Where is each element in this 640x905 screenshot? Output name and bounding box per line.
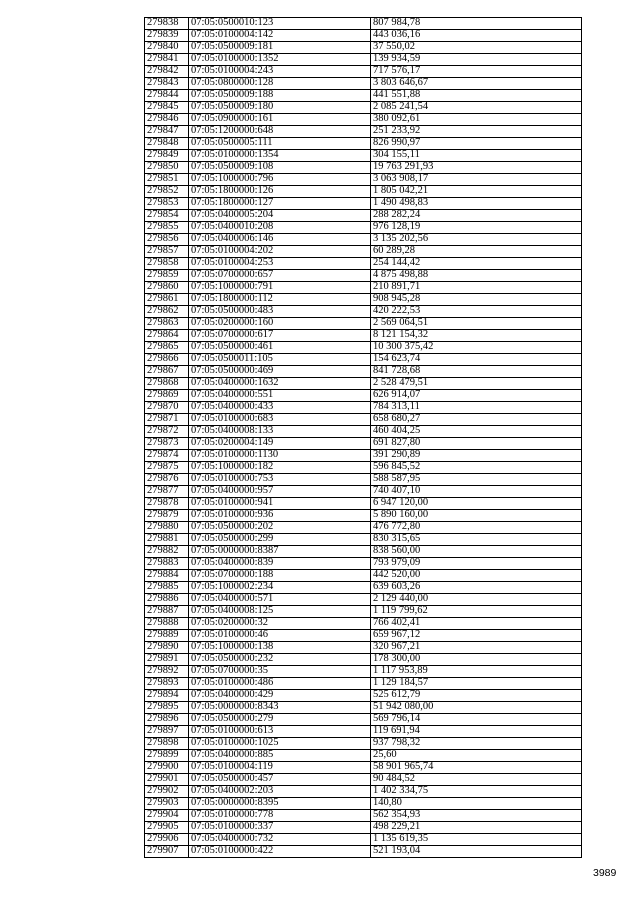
cadastral-value-cell: 58 901 965,74 bbox=[371, 762, 582, 774]
cadastral-value-table bbox=[144, 17, 582, 858]
table-row bbox=[145, 750, 582, 762]
table-row bbox=[145, 522, 582, 534]
cadastral-number-cell: 07:05:0500005:111 bbox=[189, 138, 371, 150]
table-row bbox=[145, 30, 582, 42]
row-number-cell: 279888 bbox=[145, 618, 189, 630]
table-row bbox=[145, 774, 582, 786]
table-row bbox=[145, 102, 582, 114]
table-row bbox=[145, 378, 582, 390]
cadastral-number-cell: 07:05:0100000:936 bbox=[189, 510, 371, 522]
cadastral-number-cell: 07:05:1800000:126 bbox=[189, 186, 371, 198]
row-number-cell: 279863 bbox=[145, 318, 189, 330]
cadastral-number-cell: 07:05:0400010:208 bbox=[189, 222, 371, 234]
cadastral-value-cell: 1 117 953,89 bbox=[371, 666, 582, 678]
cadastral-number-cell: 07:05:0400000:551 bbox=[189, 390, 371, 402]
row-number-cell: 279849 bbox=[145, 150, 189, 162]
cadastral-value-cell: 1 805 042,21 bbox=[371, 186, 582, 198]
row-number-cell: 279887 bbox=[145, 606, 189, 618]
table-row bbox=[145, 186, 582, 198]
cadastral-number-cell: 07:05:0400008:125 bbox=[189, 606, 371, 618]
table-row bbox=[145, 738, 582, 750]
row-number-cell: 279892 bbox=[145, 666, 189, 678]
cadastral-value-cell: 140,80 bbox=[371, 798, 582, 810]
table-body bbox=[145, 18, 582, 858]
table-row bbox=[145, 294, 582, 306]
cadastral-number-cell: 07:05:0000000:8387 bbox=[189, 546, 371, 558]
table-row bbox=[145, 282, 582, 294]
table-row bbox=[145, 210, 582, 222]
cadastral-number-cell: 07:05:0100000:1130 bbox=[189, 450, 371, 462]
cadastral-number-cell: 07:05:0400000:839 bbox=[189, 558, 371, 570]
row-number-cell: 279886 bbox=[145, 594, 189, 606]
cadastral-value-cell: 380 092,61 bbox=[371, 114, 582, 126]
cadastral-number-cell: 07:05:0400006:146 bbox=[189, 234, 371, 246]
table-row bbox=[145, 354, 582, 366]
cadastral-number-cell: 07:05:0500009:180 bbox=[189, 102, 371, 114]
cadastral-number-cell: 07:05:0700000:657 bbox=[189, 270, 371, 282]
row-number-cell: 279860 bbox=[145, 282, 189, 294]
cadastral-value-cell: 3 803 646,67 bbox=[371, 78, 582, 90]
cadastral-number-cell: 07:05:1800000:112 bbox=[189, 294, 371, 306]
cadastral-number-cell: 07:05:0400000:433 bbox=[189, 402, 371, 414]
row-number-cell: 279881 bbox=[145, 534, 189, 546]
table-row bbox=[145, 462, 582, 474]
cadastral-value-cell: 2 528 479,51 bbox=[371, 378, 582, 390]
row-number-cell: 279902 bbox=[145, 786, 189, 798]
cadastral-value-cell: 139 934,59 bbox=[371, 54, 582, 66]
table-row bbox=[145, 666, 582, 678]
table-row bbox=[145, 714, 582, 726]
table-row bbox=[145, 450, 582, 462]
row-number-cell: 279864 bbox=[145, 330, 189, 342]
cadastral-number-cell: 07:05:0500000:202 bbox=[189, 522, 371, 534]
row-number-cell: 279858 bbox=[145, 258, 189, 270]
table-row bbox=[145, 54, 582, 66]
row-number-cell: 279869 bbox=[145, 390, 189, 402]
table-row bbox=[145, 438, 582, 450]
table-row bbox=[145, 594, 582, 606]
cadastral-number-cell: 07:05:0400000:571 bbox=[189, 594, 371, 606]
row-number-cell: 279870 bbox=[145, 402, 189, 414]
row-number-cell: 279852 bbox=[145, 186, 189, 198]
cadastral-value-cell: 2 569 064,51 bbox=[371, 318, 582, 330]
cadastral-value-cell: 691 827,80 bbox=[371, 438, 582, 450]
cadastral-value-cell: 525 612,79 bbox=[371, 690, 582, 702]
row-number-cell: 279891 bbox=[145, 654, 189, 666]
cadastral-value-cell: 830 315,65 bbox=[371, 534, 582, 546]
cadastral-number-cell: 07:05:0400008:133 bbox=[189, 426, 371, 438]
table-row bbox=[145, 270, 582, 282]
cadastral-number-cell: 07:05:0500000:483 bbox=[189, 306, 371, 318]
cadastral-number-cell: 07:05:0400000:885 bbox=[189, 750, 371, 762]
row-number-cell: 279874 bbox=[145, 450, 189, 462]
table-row bbox=[145, 546, 582, 558]
cadastral-value-cell: 498 229,21 bbox=[371, 822, 582, 834]
cadastral-value-cell: 766 402,41 bbox=[371, 618, 582, 630]
table-row bbox=[145, 114, 582, 126]
row-number-cell: 279862 bbox=[145, 306, 189, 318]
table-row bbox=[145, 834, 582, 846]
table-row bbox=[145, 258, 582, 270]
cadastral-number-cell: 07:05:0100000:1354 bbox=[189, 150, 371, 162]
row-number-cell: 279877 bbox=[145, 486, 189, 498]
cadastral-number-cell: 07:05:0500009:188 bbox=[189, 90, 371, 102]
table-row bbox=[145, 414, 582, 426]
table-row bbox=[145, 510, 582, 522]
row-number-cell: 279905 bbox=[145, 822, 189, 834]
cadastral-value-cell: 288 282,24 bbox=[371, 210, 582, 222]
table-row bbox=[145, 846, 582, 858]
row-number-cell: 279882 bbox=[145, 546, 189, 558]
cadastral-number-cell: 07:05:0700000:188 bbox=[189, 570, 371, 582]
cadastral-number-cell: 07:05:0500000:457 bbox=[189, 774, 371, 786]
row-number-cell: 279894 bbox=[145, 690, 189, 702]
row-number-cell: 279879 bbox=[145, 510, 189, 522]
row-number-cell: 279899 bbox=[145, 750, 189, 762]
row-number-cell: 279898 bbox=[145, 738, 189, 750]
table-row bbox=[145, 330, 582, 342]
row-number-cell: 279884 bbox=[145, 570, 189, 582]
cadastral-value-cell: 443 036,16 bbox=[371, 30, 582, 42]
cadastral-value-cell: 717 576,17 bbox=[371, 66, 582, 78]
table-row bbox=[145, 126, 582, 138]
row-number-cell: 279893 bbox=[145, 678, 189, 690]
row-number-cell: 279878 bbox=[145, 498, 189, 510]
table-row bbox=[145, 138, 582, 150]
table-row bbox=[145, 582, 582, 594]
cadastral-number-cell: 07:05:0200004:149 bbox=[189, 438, 371, 450]
cadastral-value-cell: 588 587,95 bbox=[371, 474, 582, 486]
cadastral-value-cell: 51 942 080,00 bbox=[371, 702, 582, 714]
table-row bbox=[145, 726, 582, 738]
table-row bbox=[145, 810, 582, 822]
row-number-cell: 279875 bbox=[145, 462, 189, 474]
row-number-cell: 279839 bbox=[145, 30, 189, 42]
row-number-cell: 279848 bbox=[145, 138, 189, 150]
row-number-cell: 279901 bbox=[145, 774, 189, 786]
table-row bbox=[145, 678, 582, 690]
row-number-cell: 279847 bbox=[145, 126, 189, 138]
table-row bbox=[145, 486, 582, 498]
table-row bbox=[145, 798, 582, 810]
cadastral-value-cell: 25,60 bbox=[371, 750, 582, 762]
row-number-cell: 279896 bbox=[145, 714, 189, 726]
cadastral-value-cell: 2 129 440,00 bbox=[371, 594, 582, 606]
table-row bbox=[145, 318, 582, 330]
cadastral-value-cell: 119 691,94 bbox=[371, 726, 582, 738]
table-row bbox=[145, 78, 582, 90]
table-row bbox=[145, 426, 582, 438]
table-row bbox=[145, 198, 582, 210]
cadastral-value-cell: 1 402 334,75 bbox=[371, 786, 582, 798]
cadastral-number-cell: 07:05:0000000:8343 bbox=[189, 702, 371, 714]
row-number-cell: 279856 bbox=[145, 234, 189, 246]
cadastral-number-cell: 07:05:1200000:648 bbox=[189, 126, 371, 138]
row-number-cell: 279843 bbox=[145, 78, 189, 90]
table-row bbox=[145, 222, 582, 234]
cadastral-number-cell: 07:05:0100004:202 bbox=[189, 246, 371, 258]
cadastral-value-cell: 784 313,11 bbox=[371, 402, 582, 414]
table-row bbox=[145, 654, 582, 666]
cadastral-number-cell: 07:05:0500000:461 bbox=[189, 342, 371, 354]
cadastral-number-cell: 07:05:0100000:1352 bbox=[189, 54, 371, 66]
row-number-cell: 279853 bbox=[145, 198, 189, 210]
table-row bbox=[145, 606, 582, 618]
cadastral-value-cell: 420 222,53 bbox=[371, 306, 582, 318]
cadastral-value-cell: 659 967,12 bbox=[371, 630, 582, 642]
cadastral-value-cell: 841 728,68 bbox=[371, 366, 582, 378]
row-number-cell: 279885 bbox=[145, 582, 189, 594]
table-row bbox=[145, 630, 582, 642]
cadastral-number-cell: 07:05:0500000:299 bbox=[189, 534, 371, 546]
table-row bbox=[145, 762, 582, 774]
cadastral-number-cell: 07:05:0500011:105 bbox=[189, 354, 371, 366]
cadastral-value-cell: 521 193,04 bbox=[371, 846, 582, 858]
cadastral-number-cell: 07:05:0100000:422 bbox=[189, 846, 371, 858]
cadastral-value-cell: 442 520,00 bbox=[371, 570, 582, 582]
table-row bbox=[145, 150, 582, 162]
cadastral-number-cell: 07:05:0400000:1632 bbox=[189, 378, 371, 390]
row-number-cell: 279865 bbox=[145, 342, 189, 354]
row-number-cell: 279851 bbox=[145, 174, 189, 186]
cadastral-number-cell: 07:05:0900000:161 bbox=[189, 114, 371, 126]
row-number-cell: 279855 bbox=[145, 222, 189, 234]
table-row bbox=[145, 570, 582, 582]
table-row bbox=[145, 162, 582, 174]
cadastral-value-cell: 391 290,89 bbox=[371, 450, 582, 462]
cadastral-value-cell: 908 945,28 bbox=[371, 294, 582, 306]
row-number-cell: 279842 bbox=[145, 66, 189, 78]
cadastral-number-cell: 07:05:0100000:486 bbox=[189, 678, 371, 690]
cadastral-number-cell: 07:05:0100000:46 bbox=[189, 630, 371, 642]
cadastral-number-cell: 07:05:0500010:123 bbox=[189, 18, 371, 30]
page-number: 3989 bbox=[593, 867, 617, 879]
row-number-cell: 279857 bbox=[145, 246, 189, 258]
table-row bbox=[145, 66, 582, 78]
cadastral-number-cell: 07:05:0100004:142 bbox=[189, 30, 371, 42]
table-row bbox=[145, 702, 582, 714]
cadastral-value-cell: 569 796,14 bbox=[371, 714, 582, 726]
table-row bbox=[145, 18, 582, 30]
cadastral-number-cell: 07:05:1000002:234 bbox=[189, 582, 371, 594]
cadastral-value-cell: 3 135 202,56 bbox=[371, 234, 582, 246]
cadastral-number-cell: 07:05:0500009:108 bbox=[189, 162, 371, 174]
cadastral-value-cell: 178 300,00 bbox=[371, 654, 582, 666]
cadastral-number-cell: 07:05:0400000:957 bbox=[189, 486, 371, 498]
table-row bbox=[145, 174, 582, 186]
table-row bbox=[145, 498, 582, 510]
cadastral-number-cell: 07:05:0700000:617 bbox=[189, 330, 371, 342]
cadastral-number-cell: 07:05:0100000:683 bbox=[189, 414, 371, 426]
row-number-cell: 279889 bbox=[145, 630, 189, 642]
row-number-cell: 279900 bbox=[145, 762, 189, 774]
table-row bbox=[145, 822, 582, 834]
row-number-cell: 279846 bbox=[145, 114, 189, 126]
row-number-cell: 279859 bbox=[145, 270, 189, 282]
cadastral-number-cell: 07:05:0100000:941 bbox=[189, 498, 371, 510]
row-number-cell: 279854 bbox=[145, 210, 189, 222]
cadastral-value-cell: 19 763 291,93 bbox=[371, 162, 582, 174]
cadastral-value-cell: 320 967,21 bbox=[371, 642, 582, 654]
cadastral-value-cell: 937 798,32 bbox=[371, 738, 582, 750]
table-row bbox=[145, 366, 582, 378]
table-row bbox=[145, 90, 582, 102]
row-number-cell: 279866 bbox=[145, 354, 189, 366]
cadastral-number-cell: 07:05:0500000:279 bbox=[189, 714, 371, 726]
cadastral-value-cell: 3 063 908,17 bbox=[371, 174, 582, 186]
table-row bbox=[145, 474, 582, 486]
table-row bbox=[145, 786, 582, 798]
cadastral-number-cell: 07:05:0100000:753 bbox=[189, 474, 371, 486]
cadastral-number-cell: 07:05:0100000:778 bbox=[189, 810, 371, 822]
row-number-cell: 279871 bbox=[145, 414, 189, 426]
row-number-cell: 279867 bbox=[145, 366, 189, 378]
table-row bbox=[145, 558, 582, 570]
cadastral-number-cell: 07:05:1000000:796 bbox=[189, 174, 371, 186]
table-row bbox=[145, 618, 582, 630]
row-number-cell: 279883 bbox=[145, 558, 189, 570]
cadastral-number-cell: 07:05:0100004:253 bbox=[189, 258, 371, 270]
cadastral-value-cell: 304 155,11 bbox=[371, 150, 582, 162]
cadastral-number-cell: 07:05:0400000:429 bbox=[189, 690, 371, 702]
row-number-cell: 279861 bbox=[145, 294, 189, 306]
cadastral-number-cell: 07:05:0000000:8395 bbox=[189, 798, 371, 810]
cadastral-number-cell: 07:05:0800000:128 bbox=[189, 78, 371, 90]
cadastral-value-cell: 154 623,74 bbox=[371, 354, 582, 366]
cadastral-value-cell: 1 129 184,57 bbox=[371, 678, 582, 690]
cadastral-value-cell: 441 551,88 bbox=[371, 90, 582, 102]
table-row bbox=[145, 402, 582, 414]
row-number-cell: 279838 bbox=[145, 18, 189, 30]
row-number-cell: 279906 bbox=[145, 834, 189, 846]
cadastral-number-cell: 07:05:0100000:613 bbox=[189, 726, 371, 738]
cadastral-value-cell: 8 121 154,32 bbox=[371, 330, 582, 342]
table-row bbox=[145, 306, 582, 318]
cadastral-value-cell: 976 128,19 bbox=[371, 222, 582, 234]
cadastral-value-cell: 838 560,00 bbox=[371, 546, 582, 558]
cadastral-number-cell: 07:05:0700000:35 bbox=[189, 666, 371, 678]
cadastral-value-cell: 1 119 799,62 bbox=[371, 606, 582, 618]
cadastral-value-cell: 254 144,42 bbox=[371, 258, 582, 270]
cadastral-value-cell: 740 407,10 bbox=[371, 486, 582, 498]
cadastral-number-cell: 07:05:0400000:732 bbox=[189, 834, 371, 846]
cadastral-value-cell: 596 845,52 bbox=[371, 462, 582, 474]
cadastral-number-cell: 07:05:0500000:469 bbox=[189, 366, 371, 378]
row-number-cell: 279840 bbox=[145, 42, 189, 54]
cadastral-value-cell: 60 289,28 bbox=[371, 246, 582, 258]
row-number-cell: 279890 bbox=[145, 642, 189, 654]
cadastral-number-cell: 07:05:0400005:204 bbox=[189, 210, 371, 222]
cadastral-number-cell: 07:05:0100000:337 bbox=[189, 822, 371, 834]
table-row bbox=[145, 642, 582, 654]
cadastral-number-cell: 07:05:1000000:791 bbox=[189, 282, 371, 294]
cadastral-value-cell: 90 484,52 bbox=[371, 774, 582, 786]
cadastral-value-cell: 37 550,02 bbox=[371, 42, 582, 54]
cadastral-number-cell: 07:05:0100004:119 bbox=[189, 762, 371, 774]
row-number-cell: 279903 bbox=[145, 798, 189, 810]
cadastral-value-cell: 5 890 160,00 bbox=[371, 510, 582, 522]
cadastral-value-cell: 460 404,25 bbox=[371, 426, 582, 438]
cadastral-number-cell: 07:05:0200000:160 bbox=[189, 318, 371, 330]
cadastral-number-cell: 07:05:1000000:182 bbox=[189, 462, 371, 474]
cadastral-number-cell: 07:05:0100004:243 bbox=[189, 66, 371, 78]
table-row bbox=[145, 690, 582, 702]
cadastral-value-cell: 626 914,07 bbox=[371, 390, 582, 402]
cadastral-value-cell: 1 135 619,35 bbox=[371, 834, 582, 846]
cadastral-value-cell: 251 233,92 bbox=[371, 126, 582, 138]
cadastral-value-cell: 639 603,26 bbox=[371, 582, 582, 594]
cadastral-number-cell: 07:05:0200000:32 bbox=[189, 618, 371, 630]
row-number-cell: 279872 bbox=[145, 426, 189, 438]
cadastral-value-cell: 4 875 498,88 bbox=[371, 270, 582, 282]
row-number-cell: 279850 bbox=[145, 162, 189, 174]
cadastral-value-cell: 1 490 498,83 bbox=[371, 198, 582, 210]
cadastral-value-cell: 10 300 375,42 bbox=[371, 342, 582, 354]
table-row bbox=[145, 234, 582, 246]
cadastral-number-cell: 07:05:0500000:232 bbox=[189, 654, 371, 666]
cadastral-value-cell: 210 891,71 bbox=[371, 282, 582, 294]
row-number-cell: 279907 bbox=[145, 846, 189, 858]
cadastral-value-cell: 658 680,27 bbox=[371, 414, 582, 426]
cadastral-value-cell: 826 990,97 bbox=[371, 138, 582, 150]
cadastral-number-cell: 07:05:0100000:1025 bbox=[189, 738, 371, 750]
row-number-cell: 279845 bbox=[145, 102, 189, 114]
cadastral-number-cell: 07:05:1000000:138 bbox=[189, 642, 371, 654]
cadastral-number-cell: 07:05:1800000:127 bbox=[189, 198, 371, 210]
row-number-cell: 279897 bbox=[145, 726, 189, 738]
row-number-cell: 279895 bbox=[145, 702, 189, 714]
row-number-cell: 279873 bbox=[145, 438, 189, 450]
row-number-cell: 279880 bbox=[145, 522, 189, 534]
row-number-cell: 279844 bbox=[145, 90, 189, 102]
table-row bbox=[145, 246, 582, 258]
row-number-cell: 279876 bbox=[145, 474, 189, 486]
table-row bbox=[145, 534, 582, 546]
cadastral-number-cell: 07:05:0400002:203 bbox=[189, 786, 371, 798]
cadastral-value-cell: 562 354,93 bbox=[371, 810, 582, 822]
cadastral-value-cell: 793 979,09 bbox=[371, 558, 582, 570]
row-number-cell: 279868 bbox=[145, 378, 189, 390]
table-row bbox=[145, 390, 582, 402]
table-row bbox=[145, 42, 582, 54]
cadastral-value-cell: 476 772,80 bbox=[371, 522, 582, 534]
row-number-cell: 279841 bbox=[145, 54, 189, 66]
cadastral-value-cell: 6 947 120,00 bbox=[371, 498, 582, 510]
cadastral-number-cell: 07:05:0500009:181 bbox=[189, 42, 371, 54]
row-number-cell: 279904 bbox=[145, 810, 189, 822]
cadastral-value-cell: 807 984,78 bbox=[371, 18, 582, 30]
table-row bbox=[145, 342, 582, 354]
cadastral-value-cell: 2 085 241,54 bbox=[371, 102, 582, 114]
